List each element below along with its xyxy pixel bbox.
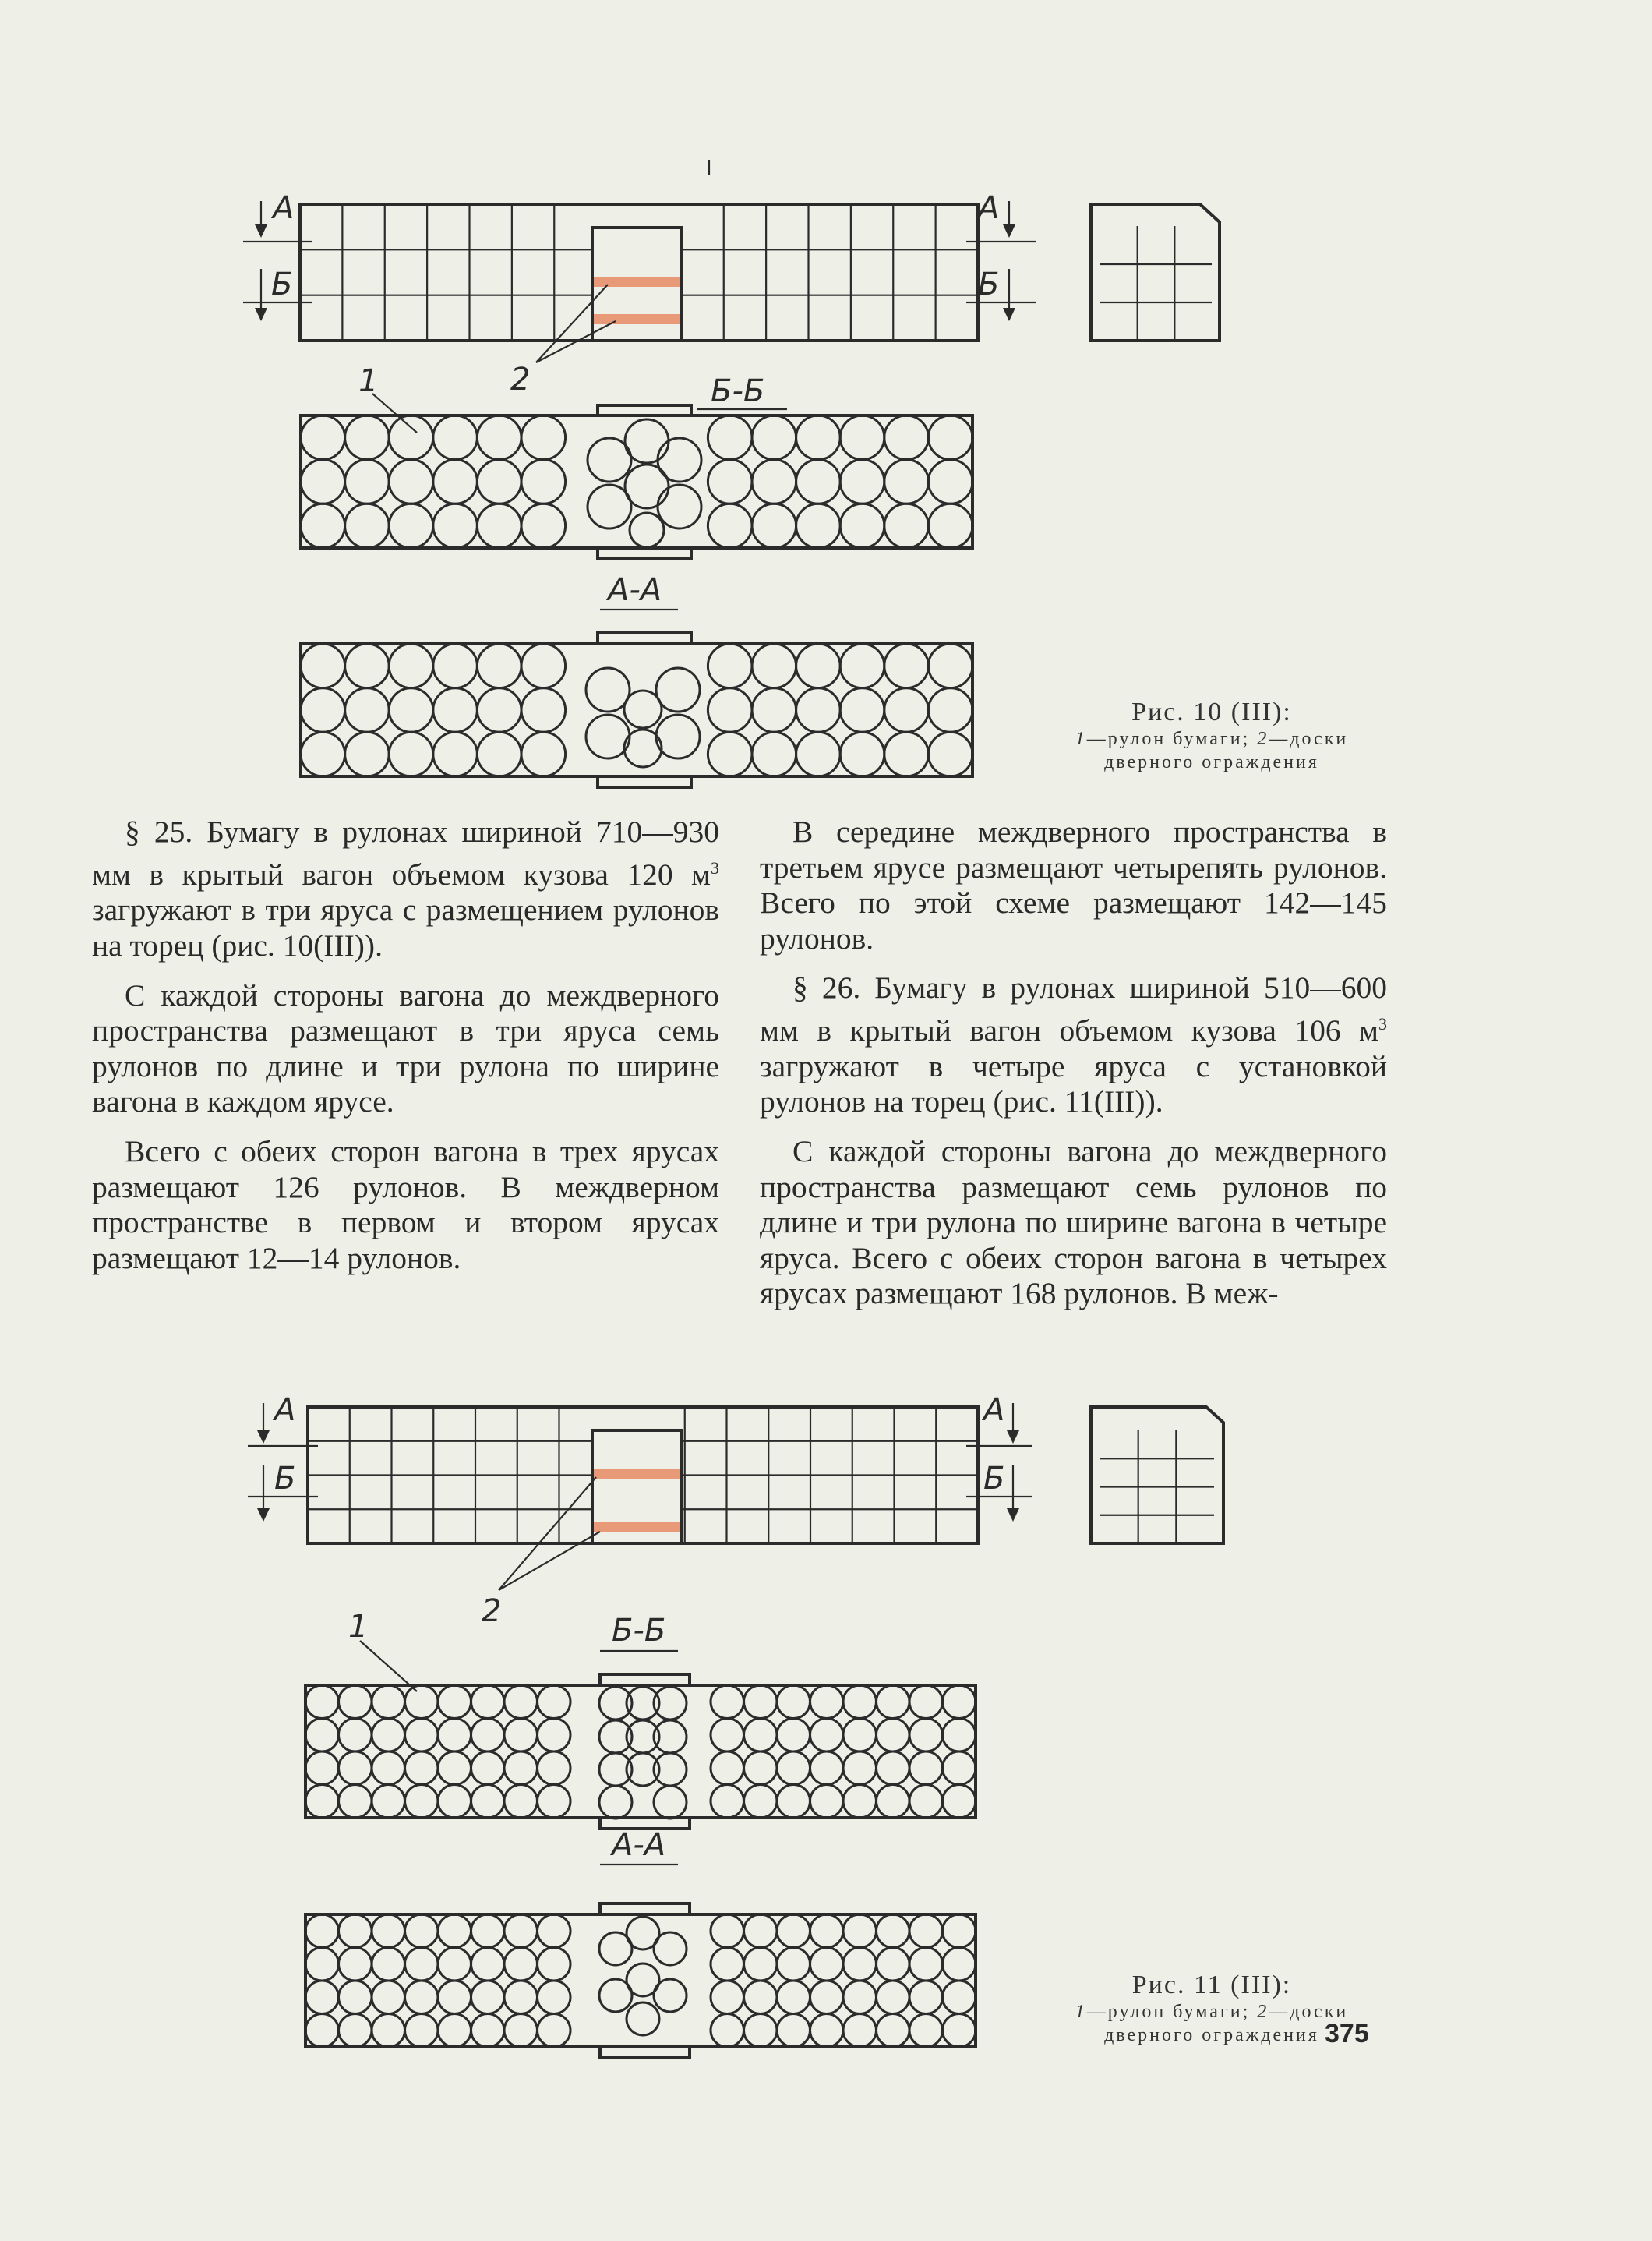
paper-roll (928, 644, 972, 688)
paper-roll (433, 688, 478, 733)
paper-roll (504, 1785, 538, 1819)
paper-roll (405, 1981, 439, 2014)
paper-roll (372, 1685, 405, 1719)
paper-roll (301, 644, 345, 688)
door-board (594, 1469, 680, 1479)
paper-roll (372, 1914, 405, 1948)
paper-roll (471, 1751, 505, 1785)
paper-roll (928, 732, 972, 776)
paper-roll (438, 1948, 471, 1981)
paper-roll (372, 1948, 405, 1981)
paper-roll (504, 1751, 538, 1785)
paper-roll (796, 415, 841, 460)
paper-roll (305, 1914, 339, 1948)
paper-roll (711, 1719, 744, 1752)
paper-roll (843, 1685, 877, 1719)
paper-roll (884, 688, 929, 733)
paper-roll (339, 1981, 372, 2014)
paper-roll (796, 644, 841, 688)
section-bb-title: Б-Б (711, 373, 765, 409)
caption-line-2: дверного ограждения (1104, 752, 1319, 772)
paper-roll (586, 715, 630, 758)
paper-roll (909, 1785, 943, 1819)
paper-roll (345, 415, 390, 460)
paper-roll (471, 1981, 505, 2014)
paper-roll (471, 1685, 505, 1719)
paper-roll (909, 1719, 943, 1752)
section-mark-a-right: А (978, 190, 1000, 226)
paper-roll (843, 1719, 877, 1752)
paper-roll (405, 2014, 439, 2048)
paper-roll (305, 1785, 339, 1819)
paper-roll (752, 688, 796, 733)
paper-roll (810, 1948, 844, 1981)
text-column-right (760, 815, 1387, 1326)
paper-roll (708, 504, 752, 548)
paper-roll (708, 732, 752, 776)
paper-roll (433, 460, 478, 504)
paper-roll (625, 419, 669, 463)
paper-roll (305, 1948, 339, 1981)
paper-roll (305, 1685, 339, 1719)
paper-roll (884, 504, 929, 548)
caption-title: Рис. 10 (III): (1131, 698, 1292, 726)
paper-roll (810, 1914, 844, 1948)
paper-roll (884, 460, 929, 504)
paper-roll (538, 1785, 571, 1819)
paper-roll (521, 460, 566, 504)
paper-roll (538, 1948, 571, 1981)
paper-roll (372, 1785, 405, 1819)
paragraph: § 26. Бумагу в рулонах шириной 510—600 мм в крытый вагон объемом кузова 106 $м^3$ загружают в четыре яруса с установкой рулонов на торец (рис. 11(III)). (760, 970, 1387, 1119)
paper-roll (504, 2014, 538, 2048)
paper-roll (305, 2014, 339, 2048)
paper-roll (438, 1914, 471, 1948)
paper-roll (301, 460, 345, 504)
paper-roll (339, 1914, 372, 1948)
paper-roll (521, 688, 566, 733)
paragraph: В середине междверного пространства в третьем ярусе размещают четырепять рулонов. Всего по этой схеме размещают 142—145 рулонов. (760, 815, 1387, 956)
paragraph: Всего с обеих сторон вагона в трех ярусах размещают 126 рулонов. В междверном пространстве в первом и втором ярусах размещают 12—14 рулонов. (92, 1133, 719, 1275)
paper-roll (796, 504, 841, 548)
paper-roll (477, 688, 521, 733)
section-aa-title: А-А (608, 572, 662, 608)
paper-roll (711, 1685, 744, 1719)
paper-roll (777, 1948, 810, 1981)
paper-roll (744, 1981, 778, 2014)
paper-roll (389, 732, 433, 776)
paper-roll (521, 732, 566, 776)
figure-10-section-aa (301, 572, 972, 787)
paper-roll (877, 1685, 910, 1719)
paper-roll (708, 688, 752, 733)
paper-roll (345, 644, 390, 688)
paper-roll (405, 1751, 439, 1785)
paper-roll (884, 644, 929, 688)
paper-roll (538, 1751, 571, 1785)
paper-roll (810, 1981, 844, 2014)
figure-11-end-view (1091, 1407, 1223, 1543)
paper-roll (943, 1785, 976, 1819)
paper-roll (877, 1751, 910, 1785)
paper-roll (928, 460, 972, 504)
paper-roll (840, 460, 884, 504)
paper-roll (405, 1719, 439, 1752)
paper-roll (843, 1785, 877, 1819)
paper-roll (339, 1751, 372, 1785)
paper-roll (843, 2014, 877, 2048)
paper-roll (843, 1981, 877, 2014)
paper-roll (301, 732, 345, 776)
figure-10-section-bb (301, 373, 972, 558)
paper-roll (339, 1685, 372, 1719)
paper-roll (433, 415, 478, 460)
paper-roll (752, 504, 796, 548)
paper-roll (471, 1719, 505, 1752)
callout-2: 2 (482, 1593, 502, 1629)
paper-roll (711, 1751, 744, 1785)
paper-roll (339, 1785, 372, 1819)
paper-roll (909, 1751, 943, 1785)
section-mark-a-left: А (274, 1392, 296, 1428)
figure-10-caption (1036, 698, 1387, 774)
paper-roll (345, 504, 390, 548)
paper-roll (586, 668, 630, 712)
paper-roll (372, 2014, 405, 2048)
paper-roll (744, 1685, 778, 1719)
paper-roll (301, 688, 345, 733)
paper-roll (654, 1979, 687, 2012)
paper-roll (744, 2014, 778, 2048)
paper-roll (658, 485, 701, 528)
paper-roll (471, 2014, 505, 2048)
paper-roll (538, 2014, 571, 2048)
section-mark-a-right: А (983, 1392, 1005, 1428)
paragraph: С каждой стороны вагона до междверного пространства размещают в три яруса семь рулонов по длине и три рулона по ширине вагона в каждом ярусе. (92, 977, 719, 1119)
callout-1: 1 (348, 1609, 369, 1645)
paper-roll (504, 1685, 538, 1719)
paper-roll (477, 460, 521, 504)
paper-roll (339, 1719, 372, 1752)
paper-roll (943, 1948, 976, 1981)
paper-roll (654, 1786, 687, 1819)
paper-roll (433, 504, 478, 548)
paper-roll (345, 460, 390, 504)
paper-roll (708, 415, 752, 460)
paper-roll (627, 2002, 659, 2035)
section-mark-a-left: А (273, 190, 295, 226)
paper-roll (909, 1948, 943, 1981)
paper-roll (943, 1751, 976, 1785)
paper-roll (372, 1751, 405, 1785)
paper-roll (471, 1948, 505, 1981)
paper-roll (943, 1685, 976, 1719)
paper-roll (477, 504, 521, 548)
paper-roll (777, 1785, 810, 1819)
paper-roll (389, 415, 433, 460)
paper-roll (810, 1785, 844, 1819)
paper-roll (711, 2014, 744, 2048)
paper-roll (711, 1914, 744, 1948)
caption-line-1: 1—рулон бумаги; 2—доски (1075, 2002, 1349, 2022)
paper-roll (810, 1751, 844, 1785)
paper-roll (943, 1914, 976, 1948)
paper-roll (477, 644, 521, 688)
paper-roll (744, 1751, 778, 1785)
paper-roll (752, 460, 796, 504)
paper-roll (521, 644, 566, 688)
paper-roll (438, 1785, 471, 1819)
door-board (594, 314, 680, 324)
paper-roll (305, 1981, 339, 2014)
paper-roll (877, 2014, 910, 2048)
paper-roll (708, 460, 752, 504)
paper-roll (877, 1785, 910, 1819)
paper-roll (843, 1914, 877, 1948)
door-board (594, 1522, 680, 1532)
paper-roll (504, 1719, 538, 1752)
paper-roll (521, 415, 566, 460)
paper-roll (928, 688, 972, 733)
paper-roll (744, 1719, 778, 1752)
paper-roll (339, 2014, 372, 2048)
paper-roll (909, 1981, 943, 2014)
paper-roll (711, 1948, 744, 1981)
paper-roll (909, 1685, 943, 1719)
paper-roll (389, 644, 433, 688)
section-mark-b-left: Б (274, 1461, 296, 1497)
paper-roll (840, 644, 884, 688)
paper-roll (744, 1785, 778, 1819)
paper-roll (943, 2014, 976, 2048)
paper-roll (840, 504, 884, 548)
paper-roll (345, 688, 390, 733)
paper-roll (654, 1932, 687, 1965)
paper-roll (471, 1785, 505, 1819)
paper-roll (433, 732, 478, 776)
paper-roll (752, 415, 796, 460)
paper-roll (796, 732, 841, 776)
paper-roll (438, 2014, 471, 2048)
figure-10-diagram (0, 0, 1652, 795)
caption-line-2: дверного ограждения (1104, 2025, 1319, 2045)
paper-roll (405, 1685, 439, 1719)
figure-11-diagram (0, 1372, 1652, 2066)
paper-roll (538, 1719, 571, 1752)
paper-roll (504, 1948, 538, 1981)
paper-roll (744, 1948, 778, 1981)
paper-roll (438, 1751, 471, 1785)
paper-roll (843, 1948, 877, 1981)
paper-roll (796, 460, 841, 504)
paper-roll (305, 1751, 339, 1785)
paper-roll (877, 1981, 910, 2014)
paper-roll (372, 1719, 405, 1752)
paper-roll (928, 415, 972, 460)
paper-roll (538, 1685, 571, 1719)
paper-roll (840, 732, 884, 776)
paper-roll (389, 688, 433, 733)
caption-line-1: 1—рулон бумаги; 2—доски (1075, 729, 1349, 749)
paper-roll (708, 644, 752, 688)
section-bb-title: Б-Б (612, 1613, 666, 1649)
paper-roll (599, 1786, 632, 1819)
paper-roll (345, 732, 390, 776)
paper-roll (372, 1981, 405, 2014)
paper-roll (884, 732, 929, 776)
callout-2: 2 (510, 362, 531, 398)
section-mark-b-right: Б (983, 1461, 1005, 1497)
page-number: 375 (1325, 2019, 1369, 2048)
paper-roll (711, 1981, 744, 2014)
figure-11-section-bb (305, 1613, 976, 1829)
paper-roll (389, 460, 433, 504)
paper-roll (840, 415, 884, 460)
paragraph: С каждой стороны вагона до междверного пространства размещают семь рулонов по длине и три рулона по ширине вагона в четыре яруса. Всего с обеих сторон вагона в четырех ярусах размещают 168 рулонов. В меж- (760, 1133, 1387, 1311)
text-column-left (92, 815, 719, 1290)
paper-roll (438, 1685, 471, 1719)
paper-roll (656, 715, 700, 758)
paper-roll (405, 1785, 439, 1819)
paper-roll (477, 732, 521, 776)
paper-roll (389, 504, 433, 548)
paper-roll (777, 1981, 810, 2014)
paper-roll (301, 415, 345, 460)
paper-roll (752, 644, 796, 688)
paper-roll (877, 1914, 910, 1948)
figure-10-plan-view (243, 160, 1036, 433)
paper-roll (777, 1685, 810, 1719)
paper-roll (624, 730, 662, 767)
section-aa-title: А-А (612, 1827, 666, 1863)
paper-roll (711, 1785, 744, 1819)
paper-roll (471, 1914, 505, 1948)
paper-roll (877, 1719, 910, 1752)
paper-roll (810, 1685, 844, 1719)
section-mark-b-left: Б (271, 267, 293, 302)
paper-roll (777, 2014, 810, 2048)
paper-roll (477, 415, 521, 460)
paper-roll (538, 1914, 571, 1948)
caption-title: Рис. 11 (III): (1131, 1971, 1292, 1999)
paper-roll (405, 1948, 439, 1981)
paper-roll (433, 644, 478, 688)
paper-roll (521, 504, 566, 548)
paper-roll (301, 504, 345, 548)
paper-roll (840, 688, 884, 733)
paper-roll (438, 1981, 471, 2014)
paper-roll (777, 1751, 810, 1785)
figure-10-end-view (1091, 204, 1220, 341)
paper-roll (943, 1981, 976, 2014)
figure-11-section-aa (305, 1827, 976, 2058)
paper-roll (777, 1914, 810, 1948)
section-mark-b-right: Б (978, 267, 1000, 302)
paper-roll (810, 1719, 844, 1752)
paper-roll (909, 1914, 943, 1948)
paragraph: § 25. Бумагу в рулонах шириной 710—930 мм в крытый вагон объемом кузова 120 $м^3$ загружают в три яруса с размещением рулонов на торец (рис. 10(III)). (92, 815, 719, 963)
paper-roll (777, 1719, 810, 1752)
paper-roll (884, 415, 929, 460)
paper-roll (339, 1948, 372, 1981)
paper-roll (656, 668, 700, 712)
paper-roll (752, 732, 796, 776)
paper-roll (744, 1914, 778, 1948)
paper-roll (504, 1914, 538, 1948)
paper-roll (943, 1719, 976, 1752)
callout-1: 1 (358, 363, 379, 399)
paper-roll (928, 504, 972, 548)
paper-roll (438, 1719, 471, 1752)
paper-roll (504, 1981, 538, 2014)
paper-roll (810, 2014, 844, 2048)
paper-roll (405, 1914, 439, 1948)
paper-roll (630, 513, 664, 547)
paper-roll (625, 465, 669, 508)
paper-roll (538, 1981, 571, 2014)
paper-roll (843, 1751, 877, 1785)
paper-roll (909, 2014, 943, 2048)
paper-roll (877, 1948, 910, 1981)
paper-roll (796, 688, 841, 733)
paper-roll (305, 1719, 339, 1752)
